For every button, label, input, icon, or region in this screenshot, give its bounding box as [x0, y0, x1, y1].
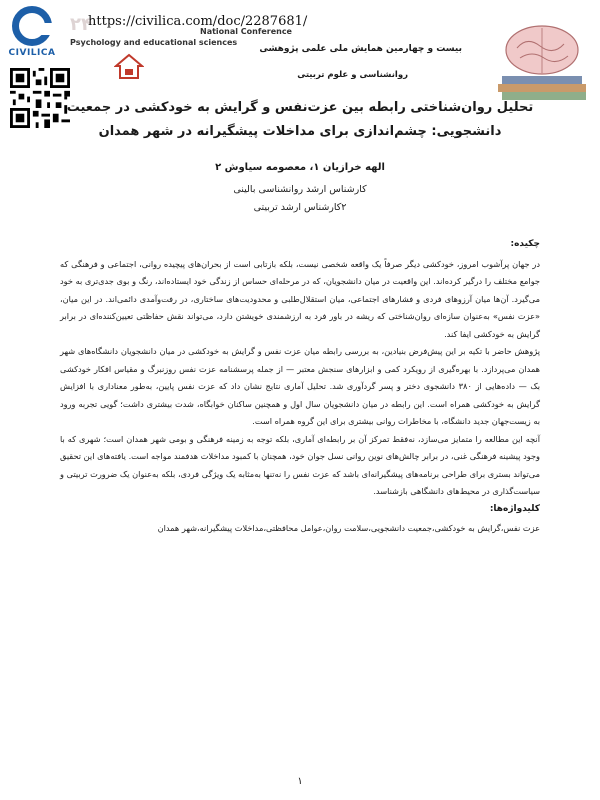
civilica-logo[interactable] — [4, 6, 60, 58]
conference-en-line2: Psychology and educational sciences — [70, 38, 238, 47]
abstract-heading: چکیده: — [510, 239, 540, 249]
conference-house-logo-icon — [114, 52, 144, 82]
paper-title — [60, 96, 540, 144]
keywords-heading: کلیدواژه‌ها: — [489, 503, 540, 514]
conference-title-fa: بیست و چهارمین همایش ملی علمی پژوهشی — [259, 44, 462, 54]
keywords-list: عزت نفس،گرایش به خودکشی،جمعیت دانشجویی،سلامت روان،عوامل محافظتی،مداخلات پیشگیرانه،شهر همدان — [157, 523, 540, 533]
brain-books-illustration-icon — [472, 18, 592, 108]
paper-authors: الهه خرازیان ۱، معصومه سیاوش ۲ — [215, 162, 385, 173]
conference-number-watermark: ۲۴ — [70, 14, 92, 35]
paper-title-line2: دانشجویی: چشم‌اندازی برای مداخلات پیشگیرانه در شهر همدان — [98, 124, 502, 139]
abstract-paragraph-3: آنچه این مطالعه را متمایز می‌سازد، نه‌فقط تمرکز آن بر رابطه‌ای آماری، بلکه توجه به زمینه فرهنگی و بومی شهر همدان است؛ شهری که با وجود پیشینه فرهنگی غنی، در برابر چالش‌های نوین روانی نسل جوان خود، همچنان با کمبود مداخلات هدفمند مواجه است. یافته‌های این تحقیق می‌تواند بستری برای طراحی برنامه‌های پیشگیرانه‌ای باشد که عزت نفس را نه‌تنها به‌مثابه یک ویژگی فردی، بلکه به‌عنوان یک ضرورت تربیتی و سیاست‌گذاری در محیط‌های دانشگاهی بازشناسد. — [60, 433, 540, 496]
civilica-logo-text: CIVILICA — [8, 48, 56, 58]
paper-title-line1: تحلیل روان‌شناختی رابطه بین عزت‌نفس و گرایش به خودکشی در جمعیت — [66, 100, 534, 115]
document-url[interactable]: https://civilica.com/doc/2287681/ — [88, 14, 308, 29]
author-affiliation-1: کارشناس ارشد روانشناسی بالینی — [233, 184, 367, 195]
abstract-paragraph-2: پژوهش حاضر با تکیه بر این پیش‌فرض بنیادین، به بررسی رابطه میان عزت نفس و گرایش به خودکشی در میان دانشجویان دانشگاه‌های شهر همدان می‌پردازد. با بهره‌گیری از رویکرد کمی و ابزارهای سنجش معتبر — از جمله پرسشنامه عزت نفس روزنبرگ و مقیاس افکار خودکشی بک — داده‌هایی از ۳۸۰ دانشجوی دختر و پسر گردآوری شد. تحلیل آماری نتایج نشان داد که عزت نفس پایین، به‌طور معناداری با افزایش گرایش به خودکشی همراه است. این رابطه در میان دانشجویان سال اول و همچنین ساکنان خوابگاه، شدت بیشتری داشت؛ گویی تجربه ورود به زیست‌جهان جدید دانشگاه، با مخاطرات روانی بیشتری برای این گروه همراه است. — [60, 346, 540, 426]
paper-body — [60, 236, 540, 538]
conference-subtitle-fa: روانشناسی و علوم تربیتی — [297, 70, 408, 80]
page-number: ۱ — [297, 776, 303, 787]
civilica-c-icon — [12, 6, 52, 46]
author-affiliation-2: ۲کارشناس ارشد تربیتی — [253, 202, 347, 213]
abstract-paragraph-1: در جهان پرآشوب امروز، خودکشی دیگر صرفاً یک واقعه شخصی نیست، بلکه بازتابی است از بحران‌های پیچیده روانی، اجتماعی و فرهنگی که جوامع مختلف را درگیر کرده‌اند. این واقعیت در میان دانشجویان، که در مرحله‌ای حساس از زندگی خود ایستاده‌اند، رنگ و بوی جدی‌تری به خود می‌گیرد. آن‌ها میان آرزوهای فردی و فشارهای اجتماعی، میان استقلال‌طلبی و محدودیت‌های ساختاری، در رفت‌وآمدی دائمی‌اند. در این میان، «عزت نفس» به‌عنوان سازه‌ای روان‌شناختی که ریشه در باور فرد به ارزشمندی خویشتن دارد، می‌تواند نقش حفاظتی تعیین‌کننده‌ای در برابر گرایش به خودکشی ایفا کند. — [60, 258, 540, 339]
conference-en-line1: National Conference — [200, 27, 292, 36]
